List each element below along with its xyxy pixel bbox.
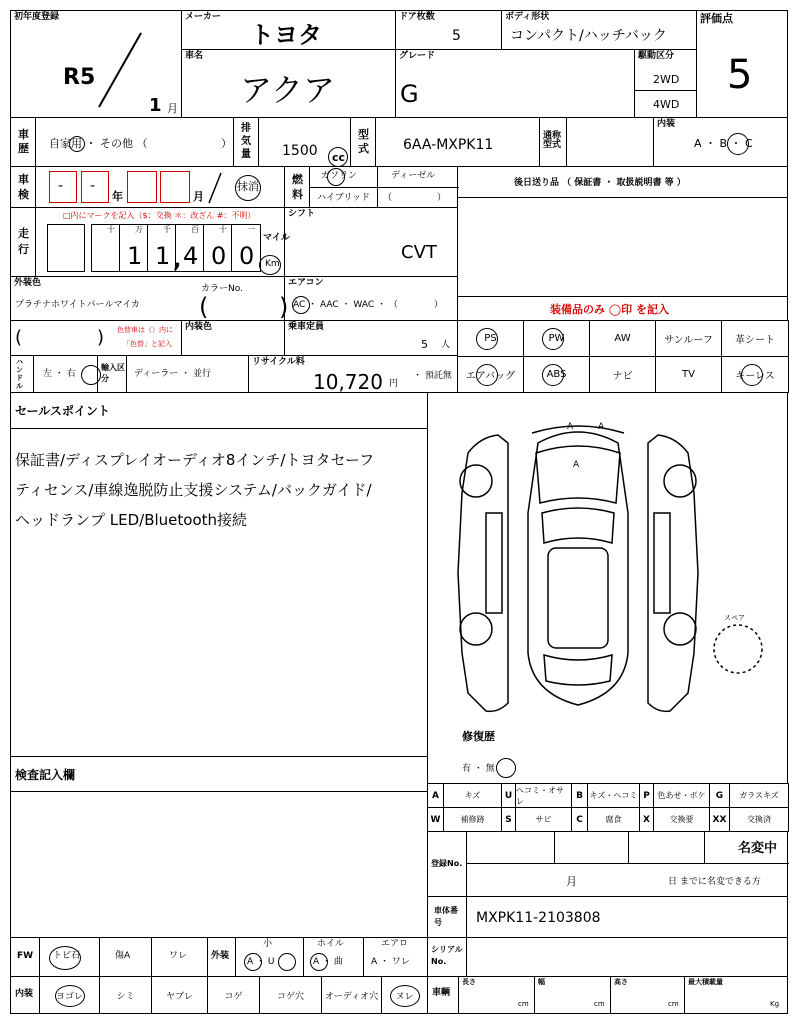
fw-item-0: トビ石 — [53, 951, 81, 961]
usage-value: 自家用 ・ その他 （ — [49, 137, 148, 150]
equipment-0-0[interactable]: PS — [457, 320, 524, 357]
sales-point-line-2: ティセンス/車線逸脱防止支援システム/バックガイド/ — [15, 481, 372, 499]
first-reg-cell — [10, 10, 182, 118]
ext-color-cell — [10, 276, 289, 321]
color-change-cell — [10, 320, 182, 356]
sales-point-line-3: ヘッドランプ LED/Bluetooth接続 — [15, 511, 248, 529]
legend-0-3: ヘコミ・オサレ — [515, 783, 572, 808]
reg-month: 月 — [566, 875, 577, 888]
mileage-unit-0: 十 — [107, 225, 115, 234]
common-model-label: 通称型式 — [543, 131, 562, 150]
color-change-note-1: 色替車は（）内に — [117, 326, 173, 334]
mileage-cell — [10, 207, 290, 277]
import-value: ディーラー ・ 並行 — [134, 369, 212, 379]
capacity-label: 乗車定員 — [288, 322, 325, 332]
interior-b-circle — [727, 133, 749, 155]
drive-label: 駆動区分 — [638, 51, 675, 61]
grade-label: グレード — [399, 51, 436, 61]
legend-1-8: XX — [709, 807, 730, 832]
import-label: 輸入区分 — [101, 363, 125, 383]
ext-label: 外装 — [211, 951, 230, 961]
repair-label: 修復歴 — [462, 730, 495, 743]
first-reg-month: 1 — [149, 95, 162, 116]
damage-mark-a1: A — [567, 422, 574, 432]
ext-u-circle — [278, 953, 296, 971]
mileage-digit-separator — [119, 224, 120, 272]
mileage-unit-2: 千 — [163, 225, 171, 234]
int-item-3[interactable]: コゲ — [207, 976, 260, 1014]
vin-value: MXPK11-2103808 — [476, 910, 601, 926]
mileage-digit-3: 4 — [183, 242, 199, 270]
mileage-comma: , — [173, 248, 182, 273]
grade-value: G — [400, 80, 419, 108]
ext-color-value: プラチナホワイトパールマイカ — [15, 300, 140, 310]
int-item-1[interactable]: シミ — [99, 976, 152, 1014]
legend-0-1: キズ — [443, 783, 502, 808]
insp-dash-1: - — [58, 178, 64, 194]
legend-0-4: B — [571, 783, 588, 808]
insp-slash — [205, 171, 225, 205]
length-unit: cm — [518, 1000, 529, 1008]
equipment-circle — [741, 364, 763, 386]
height-unit: cm — [668, 1000, 679, 1008]
insp-year-unit: 年 — [112, 190, 123, 203]
legend-0-9: ガラスキズ — [729, 783, 789, 808]
spare-label: スペア — [724, 614, 745, 622]
handle-label: ハンドル — [16, 358, 23, 390]
km-circle — [259, 255, 281, 275]
ac-circle — [292, 296, 310, 314]
right-side-body — [648, 435, 698, 711]
equipment-circle — [542, 364, 564, 386]
mileage-digit-separator — [147, 224, 148, 272]
color-no-paren-close: ) — [279, 293, 289, 321]
ext-wheel: ホイル — [317, 939, 345, 949]
usage-close: ） — [221, 137, 232, 150]
equipment-1-0[interactable]: エアバッグ — [457, 356, 524, 393]
interior-cell — [653, 117, 788, 167]
mileage-unit-5: 一 — [247, 225, 255, 234]
repair-none-circle — [496, 758, 516, 778]
handle-value: 左 ・ 右 — [43, 369, 76, 379]
equipment-1-2[interactable]: ナビ — [589, 356, 656, 393]
mileage-digit-separator — [231, 224, 232, 272]
equipment-0-4[interactable]: 革シート — [721, 320, 789, 357]
body-value: コンパクト/ハッチバック — [510, 28, 667, 44]
cc-circle — [328, 147, 348, 167]
ext-aero-value: A ・ ワレ — [371, 957, 410, 967]
equipment-header: 装備品のみ ◯印 を記入 — [550, 303, 669, 316]
color-change-note-2: 「色替」と記入 — [123, 340, 172, 348]
shift-label: シフト — [288, 209, 316, 219]
equipment-circle — [476, 328, 498, 350]
int-item-6[interactable]: ヌレ — [381, 976, 428, 1014]
fw-label: FW — [17, 951, 34, 961]
car-name-value: アクア — [240, 71, 336, 109]
aircon-cell — [284, 276, 458, 321]
inspection-notes-box — [10, 756, 428, 938]
legend-1-2: S — [501, 807, 516, 832]
top-view-rear-window — [544, 655, 612, 685]
serial-cell — [427, 937, 788, 977]
expired-circle — [235, 175, 261, 201]
legend-0-7: 色あせ・ボケ — [653, 783, 710, 808]
fuel-label: 燃料 — [292, 173, 303, 201]
vin-cell — [427, 896, 788, 938]
history-label: 車歴 — [18, 128, 29, 155]
mileage-unit-1: 万 — [135, 225, 143, 234]
size-cell — [427, 976, 788, 1014]
first-reg-era: R5 — [63, 65, 96, 90]
size-label: 車輌 — [432, 988, 451, 998]
maker-label: メーカー — [185, 12, 221, 22]
grade-score-value: 5 — [727, 52, 753, 98]
legend-1-9: 交換済 — [729, 807, 789, 832]
height-label: 高さ — [614, 978, 628, 986]
mile-unit: マイル — [263, 233, 290, 243]
fw-row — [10, 937, 428, 977]
ext-a-u: A ・ U — [247, 957, 275, 967]
fuel-other: （ ） — [383, 193, 447, 203]
legend-1-3: サビ — [515, 807, 572, 832]
repair-value: 有 ・ 無 — [462, 764, 495, 774]
top-view-windshield — [542, 508, 614, 543]
left-side-body — [458, 435, 508, 711]
equipment-circle — [542, 328, 564, 350]
doors-value: 5 — [452, 28, 461, 44]
top-view-body — [528, 432, 628, 705]
fuel-gasoline: ガソリン — [321, 171, 358, 181]
insp-month-unit: 月 — [193, 190, 204, 203]
insp-expired: 抹消 — [237, 180, 259, 193]
common-model-cell — [539, 117, 654, 167]
sales-point-box — [10, 392, 428, 757]
interior-grades: A ・ B ・ C — [694, 137, 753, 150]
length-label: 長さ — [462, 978, 476, 986]
spare-tire — [714, 625, 762, 673]
legend-0-2: U — [501, 783, 516, 808]
width-label: 幅 — [538, 978, 545, 986]
fw-stone-circle — [49, 946, 81, 970]
interior-label: 内装 — [657, 119, 676, 129]
shift-value: CVT — [401, 242, 437, 263]
top-view-roof — [548, 548, 608, 648]
model-cell — [350, 117, 540, 167]
yen-unit: 円 — [389, 379, 399, 389]
car-diagram — [428, 393, 787, 783]
equipment-0-3[interactable]: サンルーフ — [655, 320, 722, 357]
import-cell — [97, 355, 249, 393]
int-item-circle — [55, 985, 85, 1007]
color-change-paren-close: ) — [97, 327, 105, 348]
history-cell — [10, 117, 234, 167]
damage-mark-a2: A — [598, 422, 605, 432]
ext-small: 小 — [263, 939, 273, 949]
km-unit: Km — [265, 259, 280, 269]
first-reg-label: 初年度登録 — [14, 12, 60, 22]
displacement-cell — [233, 117, 351, 167]
registration-cell — [427, 831, 788, 897]
int-color-cell — [181, 320, 285, 356]
maker-cell — [181, 10, 396, 50]
shift-cell — [284, 207, 458, 277]
mileage-digit-4: 0 — [211, 242, 227, 270]
equipment-0-2[interactable]: AW — [589, 320, 656, 357]
inspection-notes-title: 検査記入欄 — [15, 768, 76, 782]
car-diagram-box — [427, 392, 788, 784]
cc-unit: cc — [332, 151, 346, 164]
body-label: ボディ形状 — [505, 12, 550, 22]
month-unit: 月 — [167, 102, 178, 115]
mileage-note: □内にマークを記入（$：交換 ＊：改ざん #：不明） — [63, 211, 256, 220]
mileage-unit-3: 百 — [191, 225, 199, 234]
ext-wheel-value: A ・ 曲 — [313, 957, 343, 967]
fuel-hybrid: ハイブリッド — [317, 193, 371, 203]
damage-mark-a3: A — [573, 460, 580, 470]
fw-item-2: ワレ — [169, 951, 188, 961]
serial-label: シリアルNo. — [431, 945, 463, 966]
capacity-value: 5 — [421, 338, 428, 351]
capacity-cell — [284, 320, 458, 356]
model-value: 6AA-MXPK11 — [403, 137, 494, 153]
color-change-paren-open: ( — [15, 327, 23, 348]
right-front-wheel — [664, 465, 696, 497]
legend-0-5: キズ・ヘコミ — [587, 783, 640, 808]
color-no-paren-open: ( — [199, 293, 209, 321]
usage-circle — [69, 136, 85, 152]
legend-1-0: W — [427, 807, 444, 832]
inspection-cell — [10, 166, 285, 208]
maker-value: トヨタ — [250, 21, 322, 49]
legend-0-8: G — [709, 783, 730, 808]
displacement-value: 1500 — [282, 143, 318, 159]
right-side-windows — [654, 513, 670, 613]
left-side-windows — [486, 513, 502, 613]
aircon-label: エアコン — [288, 278, 324, 288]
mileage-unit-4: 十 — [219, 225, 227, 234]
recycle-value: 10,720 — [313, 370, 383, 394]
drive-2wd: 2WD — [653, 73, 680, 86]
ext-wheel-circle — [310, 953, 328, 971]
int-item-2[interactable]: ヤブレ — [151, 976, 208, 1014]
ext-color-label: 外装色 — [14, 278, 42, 288]
inspection-label: 車検 — [18, 173, 29, 201]
recycle-cell — [248, 355, 458, 393]
doors-cell — [395, 10, 502, 50]
int-item-4[interactable]: コゲ穴 — [259, 976, 322, 1014]
deposit-value: ・ 預託無 — [413, 371, 452, 381]
insp-dash-2: - — [90, 178, 96, 194]
int-row — [10, 976, 428, 1014]
mileage-digit-5: 0 — [239, 242, 255, 270]
right-rear-wheel — [664, 613, 696, 645]
color-no-label: カラーNo. — [201, 284, 243, 294]
doors-label: ドア枚数 — [399, 12, 435, 22]
displacement-label: 排気量 — [241, 123, 251, 160]
slash-mark — [93, 31, 153, 111]
registration-label: 登録No. — [431, 859, 463, 868]
max-load-unit: Kg — [770, 1000, 780, 1008]
ext-aero: エアロ — [381, 939, 409, 949]
mileage-digit-separator — [203, 224, 204, 272]
max-load-label: 最大積載量 — [688, 978, 723, 986]
equipment-1-4[interactable]: キーレス — [721, 356, 789, 393]
handle-cell — [10, 355, 98, 393]
legend-1-4: C — [571, 807, 588, 832]
legend-0-6: P — [639, 783, 654, 808]
later-docs-cell — [457, 166, 788, 297]
mileage-label: 走行 — [18, 227, 29, 256]
later-docs-label: 後日送り品 （ 保証書 ・ 取扱説明書 等 ） — [514, 178, 686, 188]
recycle-label: リサイクル料 — [252, 357, 305, 367]
legend-1-7: 交換要 — [653, 807, 710, 832]
equipment-1-1[interactable]: ABS — [523, 356, 590, 393]
left-front-wheel — [460, 465, 492, 497]
int-item-0[interactable]: ヨゴレ — [39, 976, 100, 1014]
insp-box-4[interactable] — [160, 171, 190, 203]
name-change-label: 名変中 — [738, 841, 778, 856]
grade-score-label: 評価点 — [700, 12, 733, 25]
int-color-label: 内装色 — [185, 322, 213, 332]
capacity-unit: 人 — [441, 340, 451, 350]
drive-cell — [634, 49, 697, 118]
int-item-circle — [390, 985, 420, 1007]
reg-day-note: 日 までに名変できる方 — [668, 877, 761, 887]
sales-point-title: セールスポイント — [15, 404, 110, 418]
equipment-0-1[interactable]: PW — [523, 320, 590, 357]
fuel-cell — [284, 166, 458, 208]
fw-item-1: 傷A — [115, 951, 131, 961]
grade-score-cell — [696, 10, 788, 118]
ext-a-circle — [244, 953, 262, 971]
mileage-mark-box[interactable] — [47, 224, 85, 272]
car-name-cell — [181, 49, 396, 118]
top-view-hood — [536, 446, 620, 503]
vin-label: 車体番号 — [434, 906, 458, 927]
width-unit: cm — [594, 1000, 605, 1008]
int-item-5[interactable]: オーディオ穴 — [321, 976, 382, 1014]
legend-0-0: A — [427, 783, 444, 808]
mileage-digit-1: 1 — [127, 242, 143, 270]
mileage-digit-2: 1 — [155, 242, 171, 270]
fuel-diesel: ディーゼル — [391, 171, 436, 181]
legend-1-5: 腐食 — [587, 807, 640, 832]
aircon-value: AC ・ AAC ・ WAC ・ （ ） — [293, 300, 443, 310]
equipment-circle — [476, 364, 498, 386]
model-label: 型式 — [358, 128, 369, 155]
body-cell — [501, 10, 697, 50]
equipment-header-cell — [457, 296, 788, 321]
gasoline-circle — [327, 168, 345, 186]
grade-cell — [395, 49, 635, 118]
equipment-1-3[interactable]: TV — [655, 356, 722, 393]
drive-4wd: 4WD — [653, 98, 680, 111]
insp-box-3[interactable] — [127, 171, 157, 203]
int-label: 内装 — [15, 989, 34, 999]
left-rear-wheel — [460, 613, 492, 645]
sales-point-line-1: 保証書/ディスプレイオーディオ8インチ/トヨタセーフ — [15, 451, 375, 469]
car-name-label: 車名 — [185, 51, 204, 61]
legend-1-6: X — [639, 807, 654, 832]
legend-1-1: 補修跡 — [443, 807, 502, 832]
